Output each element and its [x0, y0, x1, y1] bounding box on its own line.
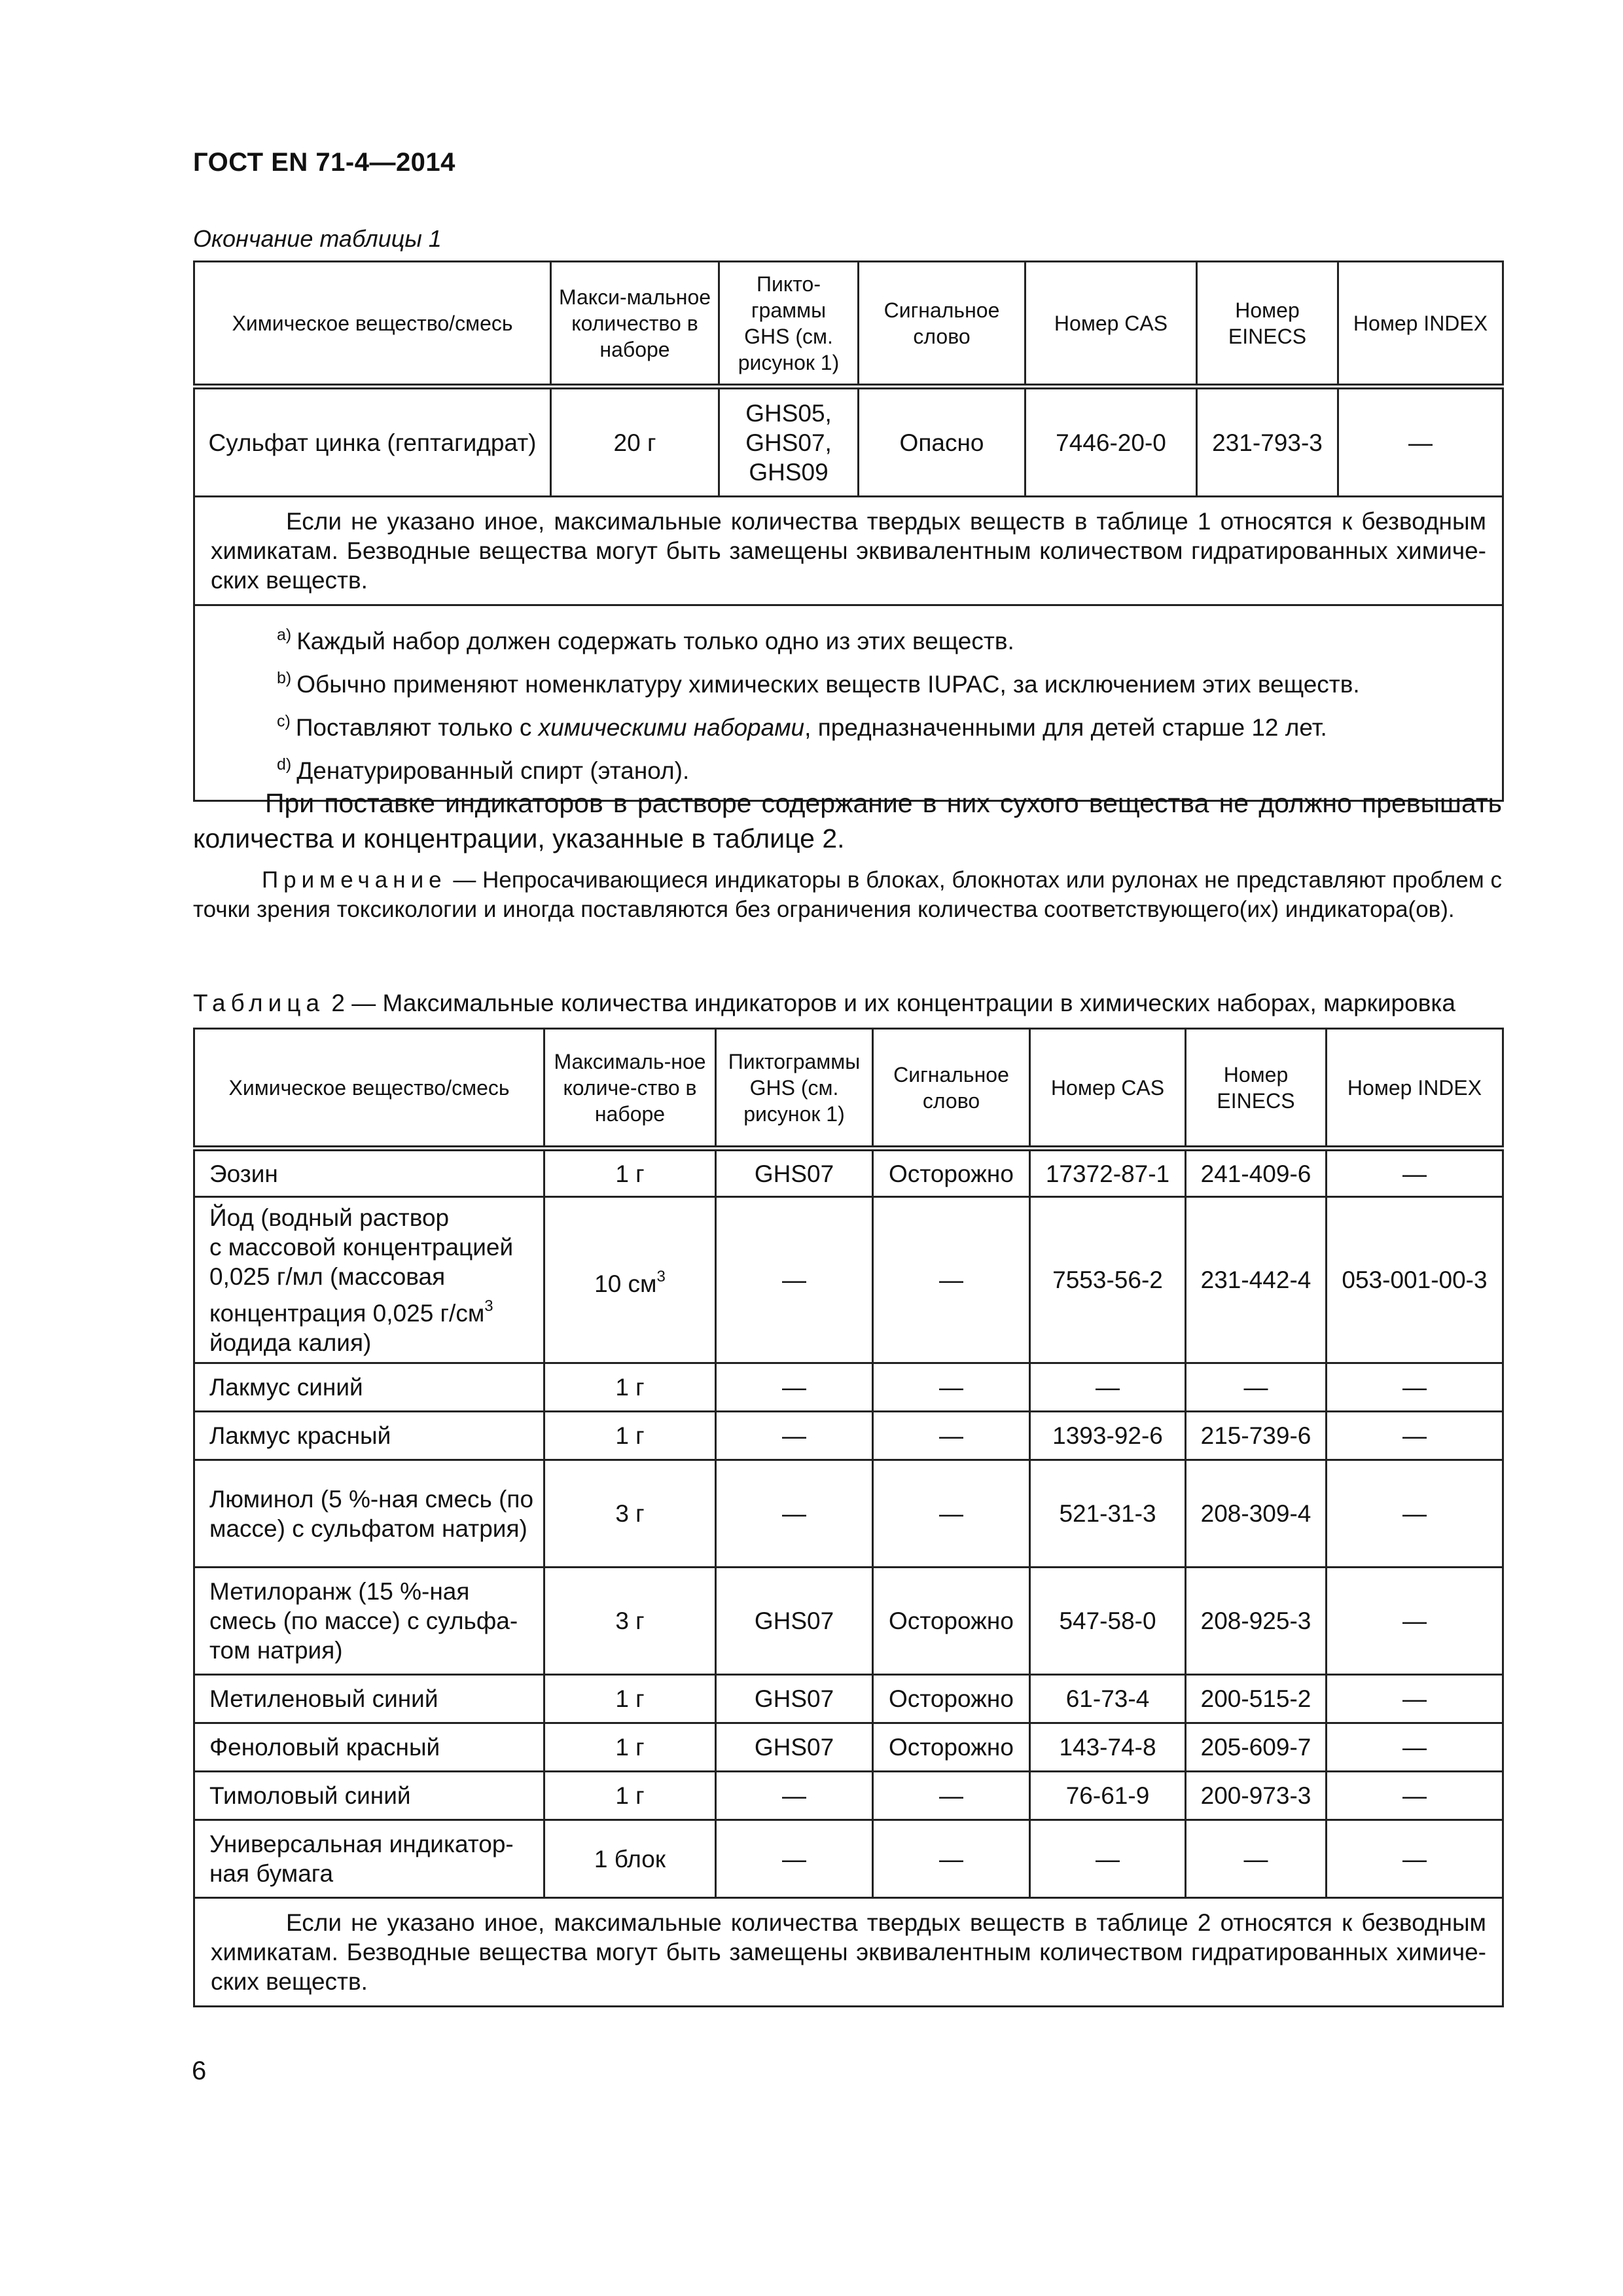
footnote-a: $^{a)}$ Каждый набор должен содержать только одно из этих веществ. [277, 626, 1014, 655]
cell-quantity: 1 блок [544, 1820, 716, 1898]
cell-signal: — [873, 1363, 1030, 1412]
remark-text: — Непросачивающиеся индикаторы в блоках, блокнотах или рулонах не представляют проблем с точки зрения токсикологии и иногда поставляются без ограничения количества соответствующего(их) индикатора(ов). [193, 867, 1502, 922]
table1-header-signal: Сигнальное слово [859, 262, 1026, 387]
footnote-b: $^{b)}$ Обычно применяют номенклатуру химических веществ IUPAC, за исключением этих веществ. [277, 669, 1360, 698]
cell-cas: 61-73-4 [1030, 1675, 1186, 1723]
pictogram-line: GHS05, [745, 399, 832, 427]
cell-quantity: 3 г [544, 1568, 716, 1675]
cell-quantity: 10 $см^3$ [544, 1197, 716, 1363]
cell-signal: — [873, 1820, 1030, 1898]
cell-quantity: 1 г [544, 1149, 716, 1197]
table-row [194, 1723, 1503, 1772]
cell-index: 053-001-00-3 [1327, 1197, 1503, 1363]
table-row [194, 1460, 1503, 1568]
remark-label: Примечание [262, 867, 447, 893]
table2-header-signal: Сигнальное слово [873, 1029, 1030, 1149]
cell-index: — [1327, 1723, 1503, 1772]
cell-einecs: 205-609-7 [1186, 1723, 1327, 1772]
cell-einecs: 208-309-4 [1186, 1460, 1327, 1568]
cell-index: — [1327, 1460, 1503, 1568]
table2-header-row [194, 1029, 1503, 1149]
cell-signal: Осторожно [873, 1723, 1030, 1772]
table1-header-pictograms: Пикто-граммы GHS (см. рисунок 1) [719, 262, 859, 387]
cell-substance: Лакмус красный [194, 1412, 544, 1460]
remark [193, 865, 1502, 924]
page-number: 6 [192, 2056, 207, 2085]
cell-signal: — [873, 1197, 1030, 1363]
cell-index: — [1327, 1675, 1503, 1723]
table-row [194, 1772, 1503, 1820]
footnote-d: $^{d)}$ Денатурированный спирт (этанол). [277, 755, 690, 784]
table2-caption [193, 990, 1502, 1017]
cell-substance: Эозин [194, 1149, 544, 1197]
table1-header-quantity: Макси-мальное количество в наборе [551, 262, 719, 387]
cell-quantity: 1 г [544, 1723, 716, 1772]
cell-pictograms: — [716, 1412, 873, 1460]
table2-header-cas: Номер CAS [1030, 1029, 1186, 1149]
cell-quantity: 1 г [544, 1363, 716, 1412]
cell-index: — [1327, 1820, 1503, 1898]
table-row [194, 1149, 1503, 1197]
table-row [194, 1675, 1503, 1723]
cell-cas: 7446-20-0 [1026, 387, 1197, 497]
table2-header-substance: Химическое вещество/смесь [194, 1029, 544, 1149]
cell-einecs: 241-409-6 [1186, 1149, 1327, 1197]
table1-header-row [194, 262, 1503, 387]
cell-cas: — [1030, 1363, 1186, 1412]
cell-einecs: — [1186, 1363, 1327, 1412]
cell-quantity: 3 г [544, 1460, 716, 1568]
cell-cas: 17372-87-1 [1030, 1149, 1186, 1197]
cell-substance: Сульфат цинка (гептагидрат) [194, 387, 551, 497]
cell-signal: Опасно [859, 387, 1026, 497]
cell-quantity: 1 г [544, 1412, 716, 1460]
table2-header-einecs: Номер EINECS [1186, 1029, 1327, 1149]
table2-note-row [194, 1898, 1503, 2007]
cell-signal: Осторожно [873, 1675, 1030, 1723]
body-paragraph: При поставке индикаторов в растворе содержание в них сухого вещества не должно превышать количества и концентрации, указанные в таблице 2. [193, 788, 1502, 853]
pictogram-line: GHS09 [749, 458, 829, 486]
table-row [194, 387, 1503, 497]
cell-index: — [1338, 387, 1503, 497]
pictogram-line: GHS07, [745, 429, 832, 456]
cell-einecs: 208-925-3 [1186, 1568, 1327, 1675]
table1-header-einecs: Номер EINECS [1197, 262, 1338, 387]
table1-note: Если не указано иное, максимальные количества твердых веществ в таблице 1 относятся к безводным химикатам. Безводные вещества могут быть замещены эквивалентным количеством гидратированных химиче-ских веществ. [194, 497, 1503, 605]
table2-header-index: Номер INDEX [1327, 1029, 1503, 1149]
footnote-c: $^{c)}$ Поставляют только с химическими наборами, предназначенными для детей старше 12 лет. [277, 712, 1327, 741]
cell-index: — [1327, 1412, 1503, 1460]
cell-signal: — [873, 1412, 1030, 1460]
table1-header-index: Номер INDEX [1338, 262, 1503, 387]
cell-cas: 521-31-3 [1030, 1460, 1186, 1568]
cell-pictograms: — [716, 1197, 873, 1363]
cell-einecs: 200-515-2 [1186, 1675, 1327, 1723]
cell-signal: Осторожно [873, 1568, 1030, 1675]
cell-pictograms: GHS07 [716, 1568, 873, 1675]
table1-footnotes-row [194, 605, 1503, 801]
cell-pictograms: — [716, 1460, 873, 1568]
cell-einecs: 231-793-3 [1197, 387, 1338, 497]
cell-quantity: 20 г [551, 387, 719, 497]
cell-substance: Универсальная индикатор-ная бумага [194, 1820, 544, 1898]
cell-cas: 143-74-8 [1030, 1723, 1186, 1772]
cell-cas: — [1030, 1820, 1186, 1898]
cell-pictograms [719, 387, 859, 497]
cell-substance: Тимоловый синий [194, 1772, 544, 1820]
document-header: ГОСТ EN 71-4—2014 [193, 148, 455, 177]
table2-header-pictograms: Пиктограммы GHS (см. рисунок 1) [716, 1029, 873, 1149]
cell-pictograms: — [716, 1363, 873, 1412]
cell-signal: Осторожно [873, 1149, 1030, 1197]
table-row [194, 1568, 1503, 1675]
table1-caption: Окончание таблицы 1 [193, 225, 442, 252]
cell-pictograms: GHS07 [716, 1675, 873, 1723]
table-row [194, 1820, 1503, 1898]
cell-cas: 7553-56-2 [1030, 1197, 1186, 1363]
cell-signal: — [873, 1460, 1030, 1568]
cell-cas: 76-61-9 [1030, 1772, 1186, 1820]
table1-note-row [194, 497, 1503, 605]
cell-einecs: 215-739-6 [1186, 1412, 1327, 1460]
cell-substance: Метилоранж (15 %-ная смесь (по массе) с сульфа-том натрия) [194, 1568, 544, 1675]
table2-header-quantity: Максималь-ное количе-ство в наборе [544, 1029, 716, 1149]
cell-einecs: 231-442-4 [1186, 1197, 1327, 1363]
cell-index: — [1327, 1772, 1503, 1820]
table-row [194, 1363, 1503, 1412]
cell-quantity: 1 г [544, 1772, 716, 1820]
table2-note: Если не указано иное, максимальные количества твердых веществ в таблице 2 относятся к безводным химикатам. Безводные вещества могут быть замещены эквивалентным количеством гидратированных химиче-ских веществ. [194, 1898, 1503, 2007]
table2-caption-label: Таблица [193, 990, 325, 1016]
cell-cas: 1393-92-6 [1030, 1412, 1186, 1460]
cell-substance: Люминол (5 %-ная смесь (по массе) с сульфатом натрия) [194, 1460, 544, 1568]
table2 [193, 1028, 1504, 2007]
table1-header-cas: Номер CAS [1026, 262, 1197, 387]
table-row [194, 1412, 1503, 1460]
cell-pictograms: — [716, 1772, 873, 1820]
table2-caption-text: 2 — Максимальные количества индикаторов и их концентрации в химических наборах, маркировка [325, 990, 1455, 1016]
cell-index: — [1327, 1149, 1503, 1197]
table1-footnotes [194, 605, 1503, 801]
cell-signal: — [873, 1772, 1030, 1820]
cell-einecs: — [1186, 1820, 1327, 1898]
cell-quantity: 1 г [544, 1675, 716, 1723]
table1-header-substance: Химическое вещество/смесь [194, 262, 551, 387]
cell-pictograms: GHS07 [716, 1723, 873, 1772]
cell-pictograms: — [716, 1820, 873, 1898]
cell-substance: Йод (водный раствор с массовой концентрацией 0,025 г/мл (массовая концентрация 0,025 $г/см^3$ йодида калия) [194, 1197, 544, 1363]
cell-substance: Лакмус синий [194, 1363, 544, 1412]
cell-substance: Феноловый красный [194, 1723, 544, 1772]
cell-substance: Метиленовый синий [194, 1675, 544, 1723]
table1 [193, 260, 1504, 802]
cell-index: — [1327, 1363, 1503, 1412]
cell-index: — [1327, 1568, 1503, 1675]
table-row [194, 1197, 1503, 1363]
cell-einecs: 200-973-3 [1186, 1772, 1327, 1820]
cell-cas: 547-58-0 [1030, 1568, 1186, 1675]
cell-pictograms: GHS07 [716, 1149, 873, 1197]
